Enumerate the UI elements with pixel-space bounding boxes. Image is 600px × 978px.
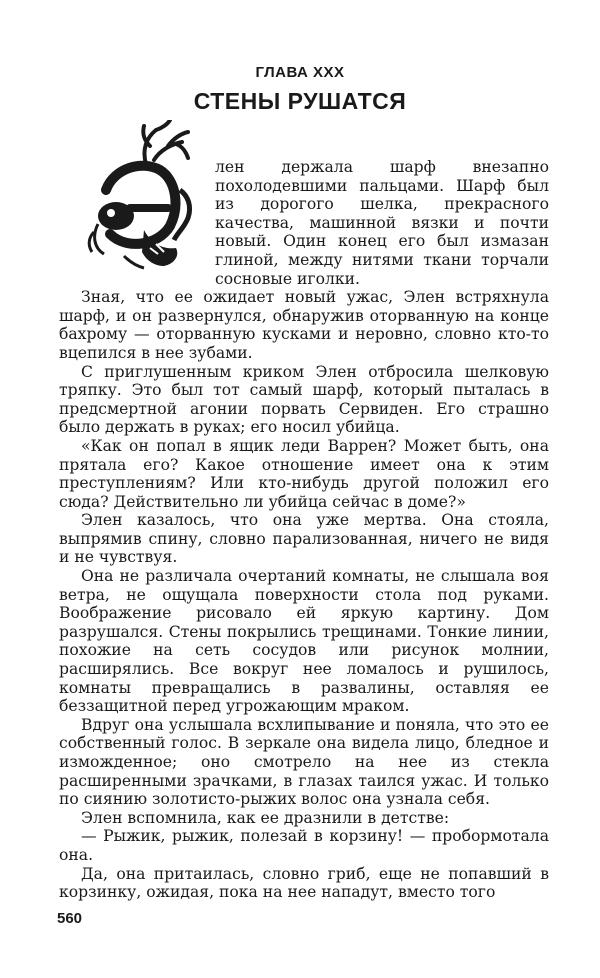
chapter-body: [59, 158, 549, 902]
paragraph: Она не различала очертаний комнаты, не слышала воя ветра, не ощущала поверхности стола под руками. Воображение рисовало ей яркую картину. Дом разрушался. Стены покрылись трещинами. Тонкие линии, похожие на сеть сосудов или рисунок молнии, расширялись. Все вокруг нее ломалось и рушилось, комнаты превращались в развалины, оставляя ее беззащитной перед угрожающим мраком.: [59, 567, 549, 716]
paragraph: лен держала шарф внезапно похолодевшими пальцами. Шарф был из дорогого шелка, прекрасного качества, машинной вязки и почти новый. Один конец его был измазан глиной, между нитями ткани торчали сосновые иголки.: [215, 158, 549, 288]
paragraph: Элен казалось, что она уже мертва. Она стояла, выпрямив спину, словно парализованная, ничего не видя и не чувствуя.: [59, 511, 549, 567]
paragraph: Да, она притаилась, словно гриб, еще не попавший в корзинку, ожидая, пока на нее нападут, вместо того: [59, 864, 549, 902]
paragraph: «Как он попал в ящик леди Варрен? Может быть, она прятала его? Какое отношение имеет она к этим преступлениям? Или кто-нибудь другой положил его сюда? Действительно ли убийца сейчас в доме?»: [59, 436, 549, 511]
paragraph: Вдруг она услышала всхлипывание и поняла, что это ее собственный голос. В зеркале она видела лицо, бледное и изможденное; оно смотрело на нее из стекла расширенными зрачками, в глазах таился ужас. И только по сиянию золотисто-рыжих волос она узнала себя.: [59, 715, 549, 809]
page-number: 560: [57, 910, 83, 927]
paragraph: — Рыжик, рыжик, полезай в корзину! — пробормотала она.: [59, 827, 549, 864]
paragraph: Элен вспомнила, как ее дразнили в детстве:: [81, 808, 450, 827]
chapter-label: ГЛАВА XXX: [255, 64, 345, 81]
paragraph: С приглушенным криком Элен отбросила шелковую тряпку. Это был тот самый шарф, который пыталась в предсмертной агонии порвать Сервиден. Его страшно было держать в руках; его носил убийца.: [59, 362, 549, 437]
paragraph: Зная, что ее ожидает новый ужас, Элен встряхнула шарф, и он развернулся, обнаружив оторванную на конце бахрому — оторванную кусками и неровно, словно кто-то вцепился в нее зубами.: [59, 288, 549, 362]
chapter-title: СТЕНЫ РУШАТСЯ: [193, 88, 407, 114]
